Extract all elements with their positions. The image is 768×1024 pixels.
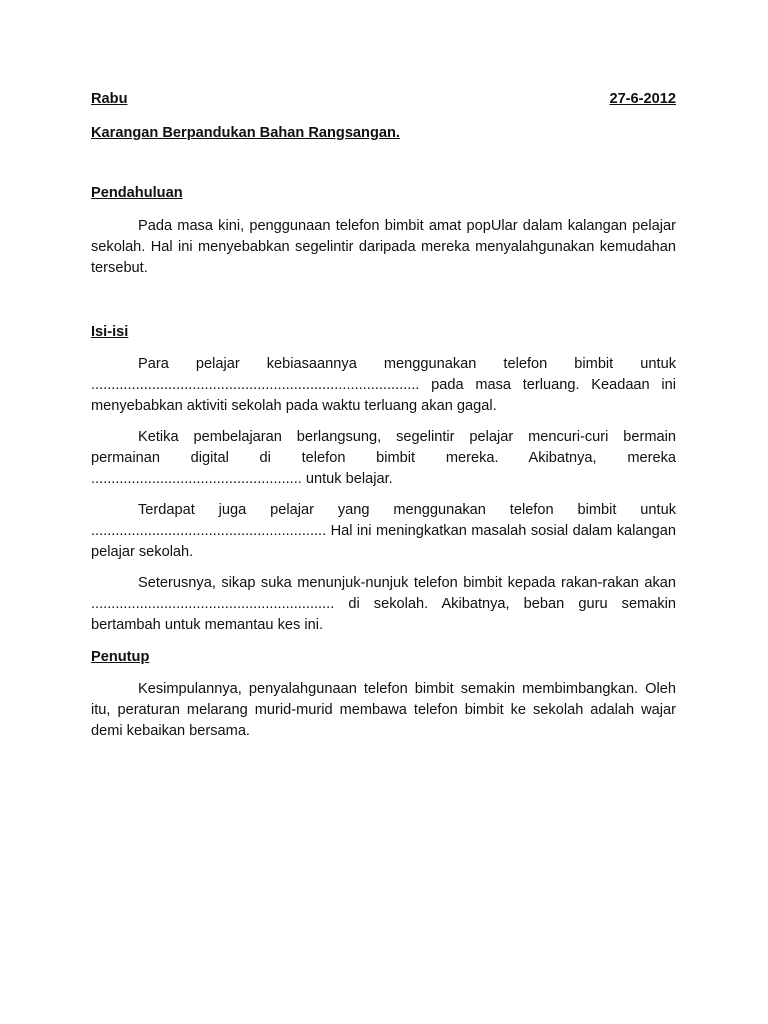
heading-pendahuluan: Pendahuluan [91, 185, 183, 201]
paragraph-isi-1: Para pelajar kebiasaannya menggunakan telefon bimbit untuk ................................................................................. pada masa terluang. Keadaan ini menyebabkan aktiviti sekolah pada waktu terluang akan gagal. [91, 356, 676, 414]
day-label: Rabu [91, 91, 128, 107]
heading-penutup: Penutup [91, 649, 150, 665]
document-content [91, 89, 676, 742]
paragraph-isi-3: Terdapat juga pelajar yang menggunakan telefon bimbit untuk .......................................................... Hal ini meningkatkan masalah sosial dalam kalangan pelajar sekolah. [91, 502, 676, 560]
paragraph-penutup: Kesimpulannya, penyalahgunaan telefon bimbit semakin membimbangkan. Oleh itu, peraturan melarang murid-murid membawa telefon bimbit ke sekolah adalah wajar demi kebaikan bersama. [91, 681, 676, 739]
date-label: 27-6-2012 [609, 91, 676, 107]
paragraph-isi-2: Ketika pembelajaran berlangsung, segelintir pelajar mencuri-curi bermain permainan digital di telefon bimbit mereka. Akibatnya, mereka .................................................... untuk belajar. [91, 429, 676, 487]
paragraph-isi-4: Seterusnya, sikap suka menunjuk-nunjuk telefon bimbit kepada rakan-rakan akan ............................................................ di sekolah. Akibatnya, beban guru semakin bertambah untuk memantau kes ini. [91, 575, 676, 633]
paragraph-pendahuluan: Pada masa kini, penggunaan telefon bimbit amat popUlar dalam kalangan pelajar sekolah. Hal ini menyebabkan segelintir daripada mereka menyalahgunakan kemudahan tersebut. [91, 218, 676, 276]
header-row [91, 89, 676, 111]
heading-isi-isi: Isi-isi [91, 324, 129, 340]
essay-title: Karangan Berpandukan Bahan Rangsangan. [91, 125, 400, 141]
